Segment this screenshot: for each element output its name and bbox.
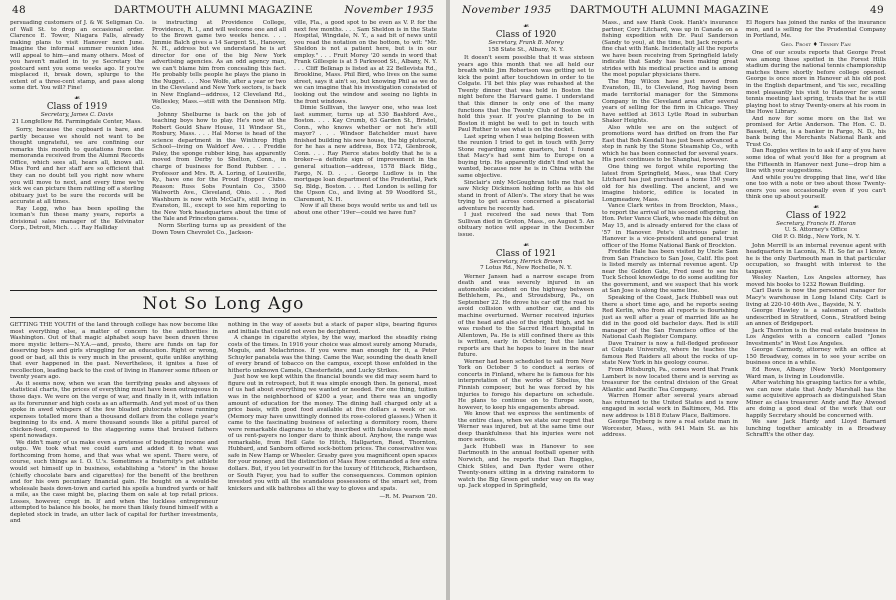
class-1921-heading (458, 241, 594, 272)
paragraph: Sorry, because the cupboard is bare, and partly because we should not want to be thought ungrateful, we are confining our remarks this month to quotations from the memoranda received from the Alumni Records Office, which sees all, hears all, knows all. Miss Ford and her staff are so efficient that they can no doubt tell you right now where you will move to next, and every time we're sick we can picture them rattling off a sterling obituary just to be sure the records will be accurate at all times. (10, 127, 144, 206)
paragraph: Now if all these boys would write us and tell us about one other '19er—could we have fun? (294, 203, 437, 216)
class-1919-heading (10, 94, 144, 125)
paragraph: We saw Jack Hardy and Lloyd Barnard lunching together amicably in a Broadway Schrafft's the other day. (746, 419, 886, 439)
paragraph: Just how we kept within the financial bounds we did may seem hard to figure out in retrospect, but it was simple enough then. In general, most of us had about everything we wanted or needed. For one thing, tuition was in the neighborhood of $200 a year, and there was an ungodly amount of education for the money. The dining hall charged only at a price basis, with good food available at five dollars a week or so. (Memory may have unwittingly donned its rose-colored glasses.) When it came to the fascinating business of selecting a dormitory room, there were remarkable diagrams to study, inscribed with fabulous words most of us rent-payers no longer dare to think about. Anyhow, the range was remarkable, from Hell Gate to Hitch, Hallgarten, Reed, Thornton, Hubbard, and Sanborn offered sock-bottom prices. The conservative was safe in New Hamp or Wheeler. Grasby gave you magnificent open spaces for your money, and the distinction of Mass Row commanded a few extra dollars. But, if you let yourself in for the luxury of Hitchcock, Richardson, or South Fayer, you had to suffer the consequences. Common opinion invested you with all the scandalous possessions of the smart set, from knickers and silk bathrobes all the way to gloves and spats. (228, 374, 437, 492)
paragraph: Ray Legg, who has been spoiling the iceman's fun these many years, reports a divisional sales manager of the Kelvinator Corp., Detroit, Mich. . . . Ray Halliday (10, 205, 144, 232)
article-column-1 (10, 322, 218, 596)
left-page (0, 0, 446, 600)
magazine-title: DARTMOUTH ALUMNI MAGAZINE (114, 4, 313, 16)
paragraph: George Hawley is a salesman of chattels undescribed in Stratford, Conn., Stratford being an annex of Bridgeport. (746, 308, 886, 328)
paragraph: We didn't many of us make even a pretense of budgeting income and outgo. We took what we could earn and added it to what was forthcoming from home, and that was what we spent. There were, of course, such things as I. O. U.'s. Sometimes a fraternity's pet athlete would set himself up in business, establishing a "store" in the house (chiefly chocolate bars and cigarettes) for the benefit of the brethren and for his own pecuniary financial gain. He bought on a would-be wholesale basis down-town and carted his spoils a hundred yards or half a mile, as the case might be, placing them on sale at top retail prices. Losses, however, crept in. If and when the luckless entrepreneur attempted to balance his books, he more than likely found himself with a depleted stock in trade, an utter lack of capital for further investments, and (10, 439, 218, 525)
paragraph: George Carmody, attorney with an office at 150 Broadway, comes in to see your scribe on business once in a while. (746, 347, 886, 367)
magazine-title: DARTMOUTH ALUMNI MAGAZINE (570, 4, 769, 16)
right-column-2 (602, 20, 738, 596)
class-1922-heading (746, 203, 886, 241)
article-signature: —R. M. Pearson '20. (379, 494, 437, 501)
left-column-3 (294, 20, 437, 288)
paragraph: Wesley Naeten, Los Angeles attorney, has moved his books to 1232 Rowan Building. (746, 275, 886, 288)
paragraph: Dimie Sullivan, the lawyer one, who was lost last summer, turns up at 530 Bashford Ave., Boston. . . . Kay Crumb, 63 Garden St., Bristol, Conn., who knows whether or not he's still mayor? . . . Windsor Batchelder must have finished building his new house, the big plutocrat, for he has a new address, Box 172, Glenbrook, Conn. . . . Ray Pierce states boldly that he is a broker—a definite sign of improvement in the general situation—address, 1578 Black Bldg., Fargo, N. D. . . . George Ludlow is in the mortgage loan department of the Prudential, Park Sq. Bldg., Boston. . . . Red London is selling for the Upson Co., and living at 59 Woodford St., Claremont, N. H. (294, 105, 437, 203)
paragraph: Last spring when I was helping Boswen with the reunion I tried to get in touch with Jerry Stone regarding some quarters, but I found that Macy's had sent him to Europe on a buying trip. He apparently didn't find what he wanted, because now he is in China with the same objective. (458, 133, 594, 180)
right-column-3 (746, 20, 886, 596)
paragraph: I just received the sad news that Tom Sullivan died in Groton, Mass., on August 5. An obituary notice will appear in the December issue. (458, 212, 594, 238)
right-page-header (460, 4, 886, 18)
article-column-2 (228, 322, 437, 596)
paragraph: Warren Homer after several years abroad has returned to the United States and is now engaged in social work in Baltimore, Md. His new address is 1818 Eutaw Place, Baltimore. (602, 393, 738, 419)
class-1920-heading (458, 22, 594, 53)
left-column-1 (10, 20, 144, 288)
paragraph: Jack Thornton is in the real estate business in Los Angeles with a concern called "Jones Investments" in West Los Angeles. (746, 327, 886, 347)
article-title: Not So Long Ago (135, 294, 313, 314)
paragraph: One of our scouts reports that George Frost was among those spotted in the Forest Hills stadium during the national tennis championship matches there shortly before college opened. George is once more in Hanover at his old post in the English department, and 'tis sec, recalling most pleasantly his visit to Hanover for some tennis meeting last spring, trusts that he is still playing host to stray Twenty-oners at his room in the Howe Library. (746, 50, 886, 116)
paragraph: El Rogers has joined the ranks of the insurance men, and is selling for the Prudential Company in Portland, Me. (746, 20, 886, 40)
right-page (450, 0, 896, 600)
paragraph: Mass., and saw Hank Cook. Hank's insurance partner, Cory Litchard, was up in Canada on a fishing expedition with Dr. Paul Sanderson (Sandy to you), at the time, but Jack reports a fine chat with Hank. Incidentally all the reports we have been receiving from Springfield lately indicate that Sandy has been making great strides with his medical practice and is among the most popular physicians there. (602, 20, 738, 79)
paragraph: ville, Fla., a good spot to be even as V. P. for the next few months. . . . Sam Sheldon is in the State Hospital, Wingdale, N. Y., a sad bit of news until you read the notation on the bottom, to wit: "Mr. Sheldon is not a patient here, but is in our employ." . . . Fruit Morey '20 sends in word that Frank Gillespie is at 5 Parkwood St., Albany, N. Y. . . . Cliff Belknap is listed as at 22 Bellevista Rd., Brookline, Mass. Phil Bird, who lives on the same street, says it ain't so, but knowing Phil as we do we can imagine that his investigation consisted of looking out the window and seeing no lights in the front windows. (294, 20, 437, 105)
paragraph: George Thyberg is now a real estate man in Worcester, Mass., with 941 Main St. as his address. (602, 419, 738, 439)
class-address: U. S. Attorney's Office (784, 227, 848, 234)
class-title: Class of 1922 (785, 210, 847, 221)
class-secretary: Secretary, James C. Davis (40, 112, 114, 119)
paragraph: As it seems now, when we scan the terrifying peaks and abysses of statistical charts, the prices of everything must have been outrageous in those days. We were on the verge of war, and finally in it, with inflation as its forerunner and high costs as an aftermath. And yet most of us then spoke in awed whispers of the few bloated plutocrats whose running expenses totalled more than a thousand dollars from the college year's beginning to its end. A mere thousand sounds like a pitiful parcel of chicken-feed, compared to the staggering sums that bruised fathers spent nowadays. (10, 380, 218, 440)
class-address: 21 Longfellow Rd. Farmingdale Center, Mass. (12, 118, 142, 125)
paragraph: John Merrill is an internal revenue agent with headquarters in Laconia, N. H. So far as I know, he is the only Dartmouth man in that particular occupation, so fraught with interest to the taxpayer. (746, 242, 886, 275)
issue-date: November 1935 (462, 4, 552, 16)
paragraph: Freddie Hale has been visited by Uncle Sam from San Francisco to San Jose, Calif. His post is listed merely as internal revenue agent. Up near the Golden Gate, Fred used to see his Tuck School knowledge to do some auditing for the government, and we suspect that his work at San Jose is along the same line. (602, 249, 738, 295)
left-page-header (10, 4, 436, 18)
paragraph: is instructing at Providence College, Providence, R. I., and will welcome one and all to the Brown game two weeks hence. . . . Jimmie Balch gives a 14 Sargent St., Hanover, N. H., address but we understand he is art director for one of the big New York advertising agencies. As an odd agency man, we can't blame him from concealing this fact. He probably tells people he plays the piano in the Nugget. . . . Noe Wolfe, after a year or two in the Cleveland and New York sectors, is back in New England—address, 12 Cleveland Rd., Wellesley, Mass.—still with the Dennison Mfg. Co. (152, 20, 286, 112)
paragraph: Norm Sterling turns up as president of the Down Town Chevrolet Co., Jackson- (152, 222, 286, 236)
paragraph: Dan Ruggles writes in to ask if any of you have some idea of what you'd like for a program at the Fifteenth in Hanover next June—drop him a line with your suggestions. (746, 148, 886, 175)
subhead (746, 42, 886, 49)
article-banner (10, 290, 437, 318)
paragraph: And while you're dropping that line, we'd like one too with a note or two about those Twenty-oners you see occasionally even if you can't think one up about yourself. (746, 174, 886, 201)
paragraph: We know that we express the sentiments of the entire class, when we state our regret that Werner was injured, but at the same time our deep thankfulness that his injuries were not more serious. (458, 411, 594, 444)
class-address-2: Old P. O. Bldg., New York, N. Y. (772, 234, 860, 240)
paragraph: Ed Rowe, Albany (New York) Montgomery Ward man, is living in Loudonville. (746, 366, 886, 380)
class-secretary: Secretary, Francis H. Horan (776, 220, 856, 227)
paragraph: Speaking of the Coast, Jack Hubbell was out there a short time ago, and he reports seeing Red Kerlin, who from all reports is flourishing just as well after a year of married life as he did in the good old bachelor days. Red is still manager of the San Francisco office of the National Cash Register Company. (602, 294, 738, 341)
class-secretary: Secretary, Frank B. Morey (488, 40, 564, 46)
page-number: 49 (870, 4, 884, 16)
paragraph: Carl Davis is now the personnel manager for Macy's warehouse in Long Island City. Carl is living at 220-10 46th Ave., Bayside, N. Y. (746, 288, 886, 308)
paragraph: And now for some more on the list we promised for Artie Anderson. The Hon. C. D. Bassett, Artie, is a banker in Fargo, N. D., his bank being the Merchants National Bank and Trust Co. (746, 115, 886, 148)
paragraph: persuading customers of J. & W. Seligman Co. of Wall St. to drop an occasional order. Clarence E. Tower, Niagara Falls, already making plans to visit Hanover next June. Imagine the informal summer reunion idea will appeal to him—and many others. Most of you haven't mailed in to ye Secretary the postcard sent you some weeks ago. If you're misplaced it, break down, splurge to the extent of a three-cent stamp, and pass along some dirt. You will? Fine! (10, 20, 144, 92)
paragraph: One thing we forgot while reporting the latest from Springfield, Mass., was that Cory Litchard has just purchased a home 150 years old for his dwelling. The ancient, and we imagine historic, edifice is located in Longmeadow, Mass. (602, 164, 738, 203)
ornament-icon: ☙ (73, 94, 81, 103)
class-title: Class of 1921 (495, 248, 557, 259)
paragraph: From Pittsburgh, Pa., comes word that Frank Lambert is now located there and is serving as treasurer for the central division of the Great Atlantic and Pacific Tea Company. (602, 366, 738, 393)
class-title: Class of 1919 (46, 102, 108, 113)
paragraph: nothing in the way of assets but a stack of paper slips, bearing figures and initials that could not even be deciphered. (228, 322, 437, 335)
left-column-2 (152, 20, 286, 288)
paragraph: Werner had been scheduled to sail from New York on October 5 to conduct a series of concerts in Finland, where he is famous for his interpretation of the works of Sibelius, the Finnish composer, but he was forced by his injuries to forego his departure on schedule. He plans to continue on to Europe soon, however, to keep his engagements abroad. (458, 358, 594, 411)
paragraph: Dave Trainer is now a full-fledged professor at Colgate University, where he teaches the famous Red Raiders all about the rocks of up-state New York in his geology course. (602, 340, 738, 367)
right-column-1 (458, 20, 594, 596)
paragraph: Werner Jansen had a narrow escape from death and was severely injured in an automobile accident on the highway between Bethlehem, Pa., and Stroudsburg, Pa., on September 22. He drove his car off the road to avoid collision with another car, and his machine overturned. Werner received injuries of the head and also of the right thigh, and he was rushed to the Sacred Heart hospital in Allentown, Pa. He is still confined there as this is written, early in October, but the latest reports are that he hopes to leave in the near future. (458, 273, 594, 359)
class-title: Class of 1920 (495, 30, 557, 40)
paragraph: Also while we are on the subject of promotions word has drifted on from the Far East that Bob Kendall has just been advanced a step in rank by the Stone Steamship Co., with which he has been connected for several years. His post continues to be Shanghai, however. (602, 124, 738, 164)
class-address: 7 Lotus Rd., New Rochelle, N. Y. (480, 265, 572, 272)
paragraph: The Rog Wilcox have just moved from Evanston, Ill., to Cleveland, Rog having been made territorial manager for the Simmons Company in the Cleveland area after several years of selling for the firm in Chicago. They have settled at 3613 Lytle Road in suburban Shaker Heights. (602, 78, 738, 125)
ornament-icon: ☙ (522, 240, 530, 249)
ornament-icon: ☙ (812, 202, 820, 211)
paragraph: It doesn't seem possible that it was sixteen years ago this month that we all held our breath while Jim Robertson was getting set to kick the point after touchdown in order to tie Colgate. I'll bet this play was rehashed at the Twenty dinner that was held in Boston the night before the Harvard game. I understand that this dinner is only one of the many functions that the Twenty Club of Boston will hold this year. If you're planning to be in Boston it might be well to get in touch with Paul Ruther to see what is on the docket. (458, 55, 594, 134)
issue-date: November 1935 (344, 4, 434, 16)
paragraph: Jack Hubbell was in Hanover to see Dartmouth in the annual football opener with Norwich, and he reports that Dan Ruggles, Chick Stiles, and Dan Ryder were other Twenty-oners sitting in a driving rainstorm to watch the Big Green get under way on its way up. Jack stopped in Springfield, (458, 443, 594, 490)
page-number: 48 (12, 4, 26, 16)
paragraph: GETTING THE YOUTH of the land through college has now become like most everything else, a matter of concern to the authorities in Washington. Out of that magic alphabet soup have been drawn three more mystic letters—N.Y.A.—and, presto, there are funds on tap for deserving boys and girls struggling for an education. Right or wrong, good or bad, all this is very much in the present, quite unlike anything that ever happened in the past. Nevertheless, it ignites a fuse of recollection, leading back to the cost of living in Hanover some fifteen or twenty years ago. (10, 322, 218, 381)
paragraph: Johnny Shelburne is back on the job of teaching boys how to play. He's now at the Robert Gould Shaw House, 11 Windsor St., Roxbury, Mass. . . . Hal Morse is head of the science department in the Winthrop High School—living on Waldorf Ave. . . . Freddie Paley, the sponge rubber king, has apparently moved from Derby to Shelton, Conn., in charge of business for Bond Rubber. . . . Professor and Mrs. R. A. Loring, of Louisville, Ky., have one for the Proud Hopper Clubs. Reason: Russ Sobs Fountain Co., 3500 Walworth Ave., Cleveland, Ohio. . . . Red Washburn is now with McCall's, still living in Evanston, Ill., except to see him reporting to the New York headquarters about the time of the Yale and Princeton games. (152, 111, 286, 223)
paragraph: Sinclair's only McGoughran tells me that he saw Nicky Dickinson holding forth as his old stand in front of Allen's. The story that he was trying to get across concerned a piscatorial adventure he recently had. (458, 179, 594, 212)
class-secretary: Secretary, Herrick Brown (489, 258, 563, 265)
class-address: 158 State St., Albany, N. Y. (488, 46, 564, 53)
ornament-icon: ☙ (522, 22, 530, 30)
paragraph: Vance Clark writes in from Brockton, Mass., to report the arrival of his second offspring, the Hon. Peter Vance Clark, who made his début on May 15, and is already entered for the class of '57 in Hanover. Pete's illustrious pater in Hanover is a vice-president and general trust officer of the Home National Bank of Brockton. (602, 203, 738, 249)
subhead-title: Geo. Frost ♦ Tenney Fan (781, 41, 851, 48)
paragraph: A change in cigarette styles, by the way, marked the steadily rising costs of the times. In 1916 your choice was almost surely among Murads, Moguls, and Melachrinos. If you were man enough for it, a Peter Schuyler panatela was the thing. Came the War, sounding the death knell of every brand of tobacco on the campus, except those enfolded in the hitherto unknown Camels, Chesterfields, and Lucky Strikes. (228, 335, 437, 374)
paragraph: After watching his grasping tactics for a while, we can now state that Andy Marshall has the same acquisitive approach as distinguished Stan Miner as class treasurer. Andy and Ray Atwood are doing a good deal of the work that our happily Secretary should be concerned with. (746, 380, 886, 419)
